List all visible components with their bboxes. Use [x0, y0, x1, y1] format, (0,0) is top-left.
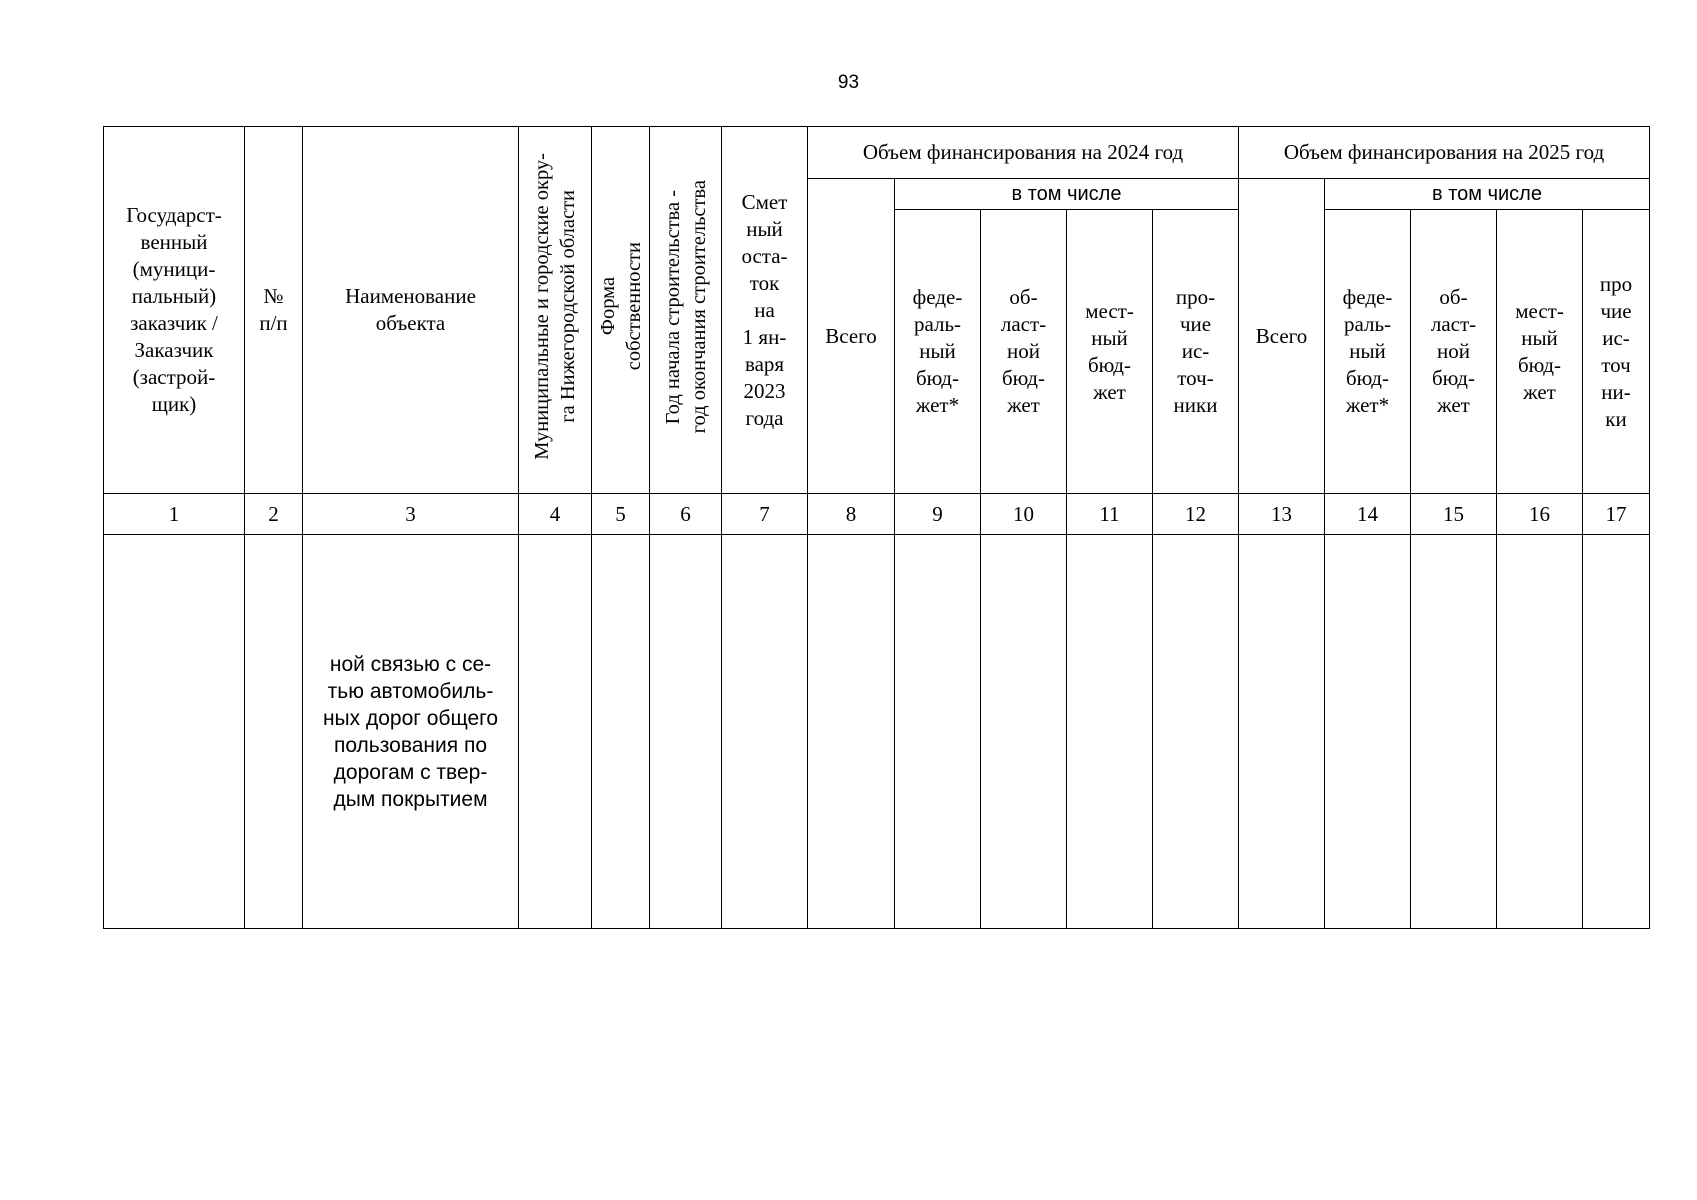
cell-total-2025: [1239, 535, 1325, 929]
header-construction-years-text: Год начала строительства - год окончания строительства: [661, 179, 710, 434]
header-financing-2025: Объем финансирования на 2025 год: [1239, 127, 1650, 179]
column-number: 8: [808, 494, 895, 535]
cell-other-2024: [1153, 535, 1239, 929]
header-federal-2024: феде- раль- ный бюд- жет*: [895, 210, 981, 494]
column-number: 16: [1497, 494, 1583, 535]
header-financing-2024: Объем финансирования на 2024 год: [808, 127, 1239, 179]
header-including-2025: в том числе: [1325, 179, 1650, 210]
cell-estimated-balance: [722, 535, 808, 929]
header-object-name: Наименование объекта: [303, 127, 519, 494]
column-number: 14: [1325, 494, 1411, 535]
column-number: 9: [895, 494, 981, 535]
column-number: 15: [1411, 494, 1497, 535]
cell-federal-2025: [1325, 535, 1411, 929]
column-number: 5: [592, 494, 650, 535]
cell-regional-2025: [1411, 535, 1497, 929]
column-number: 6: [650, 494, 722, 535]
column-number: 1: [104, 494, 245, 535]
header-ownership-form: [592, 127, 650, 494]
column-number: 4: [519, 494, 592, 535]
cell-federal-2024: [895, 535, 981, 929]
header-regional-2024: об- ласт- ной бюд- жет: [981, 210, 1067, 494]
header-federal-2025: феде- раль- ный бюд- жет*: [1325, 210, 1411, 494]
cell-local-2025: [1497, 535, 1583, 929]
header-total-2025: Всего: [1239, 179, 1325, 494]
cell-regional-2024: [981, 535, 1067, 929]
cell-row-number: [245, 535, 303, 929]
header-other-2025: про чие ис- точ ни- ки: [1583, 210, 1650, 494]
header-local-2024: мест- ный бюд- жет: [1067, 210, 1153, 494]
header-estimated-balance: Смет ный оста- ток на 1 ян- варя 2023 года: [722, 127, 808, 494]
header-ownership-form-text: Форма собственности: [596, 242, 645, 371]
column-number-row: [104, 494, 1650, 535]
cell-municipality: [519, 535, 592, 929]
cell-construction-years: [650, 535, 722, 929]
page-number: 93: [837, 72, 860, 93]
header-regional-2025: об- ласт- ной бюд- жет: [1411, 210, 1497, 494]
cell-object-name: ной связью с се- тью автомобиль- ных дорог общего пользования по дорогам с твер- дым покрытием: [303, 535, 519, 929]
header-municipality: [519, 127, 592, 494]
header-row-number: № п/п: [245, 127, 303, 494]
header-local-2025: мест- ный бюд- жет: [1497, 210, 1583, 494]
table-row: [104, 535, 1650, 929]
column-number: 11: [1067, 494, 1153, 535]
cell-customer: [104, 535, 245, 929]
column-number: 12: [1153, 494, 1239, 535]
cell-total-2024: [808, 535, 895, 929]
column-number: 3: [303, 494, 519, 535]
header-construction-years: [650, 127, 722, 494]
header-other-2024: про- чие ис- точ- ники: [1153, 210, 1239, 494]
column-number: 17: [1583, 494, 1650, 535]
header-total-2024: Всего: [808, 179, 895, 494]
cell-other-2025: [1583, 535, 1650, 929]
header-customer: Государст- венный (муници- пальный) заказчик / Заказчик (застрой- щик): [104, 127, 245, 494]
header-municipality-text: Муниципальные и городские окру- га Нижегородской области: [531, 153, 579, 460]
column-number: 13: [1239, 494, 1325, 535]
cell-ownership-form: [592, 535, 650, 929]
cell-local-2024: [1067, 535, 1153, 929]
column-number: 2: [245, 494, 303, 535]
header-including-2024: в том числе: [895, 179, 1239, 210]
column-number: 7: [722, 494, 808, 535]
column-number: 10: [981, 494, 1067, 535]
financing-table: [103, 126, 1650, 929]
